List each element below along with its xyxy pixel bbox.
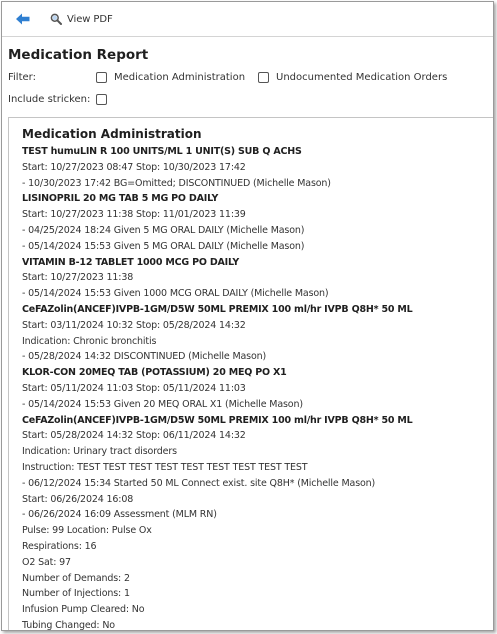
medication-order-heading: VITAMIN B-12 TABLET 1000 MCG PO DAILY bbox=[22, 256, 240, 268]
back-button[interactable] bbox=[16, 11, 34, 27]
medication-detail-line: - 10/30/2023 17:42 BG=Omitted; DISCONTINUED (Michelle Mason) bbox=[22, 177, 331, 189]
medication-detail-line: Start: 10/27/2023 11:38 Stop: 11/01/2023 11:39 bbox=[22, 209, 246, 221]
medication-lines bbox=[22, 144, 494, 631]
page-title: Medication Report bbox=[8, 47, 149, 63]
undocumented-orders-label: Undocumented Medication Orders bbox=[276, 71, 448, 83]
medication-order-heading: KLOR-CON 20MEQ TAB (POTASSIUM) 20 MEQ PO X1 bbox=[22, 367, 287, 379]
medication-detail-line: O2 Sat: 97 bbox=[22, 556, 71, 568]
medication-detail-line: Start: 03/11/2024 10:32 Stop: 05/28/2024 14:32 bbox=[22, 319, 246, 331]
medication-order-heading: CeFAZolin(ANCEF)IVPB-1GM/D5W 50ML PREMIX 100 ml/hr IVPB Q8H* 50 ML bbox=[22, 303, 413, 315]
include-stricken-label: Include stricken: bbox=[8, 93, 91, 105]
medication-detail-line: Respirations: 16 bbox=[22, 540, 97, 552]
medication-detail-line: Indication: Chronic bronchitis bbox=[22, 335, 157, 347]
medication-detail-line: Start: 10/27/2023 08:47 Stop: 10/30/2023 17:42 bbox=[22, 161, 246, 173]
medication-detail-line: Pulse: 99 Location: Pulse Ox bbox=[22, 525, 152, 537]
include-stricken-checkbox[interactable] bbox=[96, 94, 107, 105]
medication-detail-line: Number of Injections: 1 bbox=[22, 588, 130, 600]
medication-order-heading: CeFAZolin(ANCEF)IVPB-1GM/D5W 50ML PREMIX 100 ml/hr IVPB Q8H* 50 ML bbox=[22, 414, 413, 426]
medication-administration-checkbox[interactable] bbox=[96, 72, 107, 83]
medication-detail-line: Start: 06/26/2024 16:08 bbox=[22, 493, 134, 505]
magnifier-icon bbox=[50, 13, 62, 25]
medication-detail-line: - 05/14/2024 15:53 Given 5 MG ORAL DAILY (Michelle Mason) bbox=[22, 240, 305, 252]
medication-detail-line: - 05/14/2024 15:53 Given 1000 MCG ORAL DAILY (Michelle Mason) bbox=[22, 288, 329, 300]
medication-detail-line: Start: 10/27/2023 11:38 bbox=[22, 272, 134, 284]
medication-order-heading: TEST humuLIN R 100 UNITS/ML 1 UNIT(S) SUB Q ACHS bbox=[22, 146, 302, 157]
section-title: Medication Administration bbox=[22, 127, 202, 141]
medication-administration-label: Medication Administration bbox=[114, 71, 246, 83]
medication-detail-line: Indication: Urinary tract disorders bbox=[22, 446, 177, 458]
medication-administration-panel bbox=[8, 117, 494, 631]
medication-detail-line: - 05/14/2024 15:53 Given 20 MEQ ORAL X1 (Michelle Mason) bbox=[22, 398, 303, 410]
filter-label: Filter: bbox=[8, 71, 36, 83]
medication-detail-line: Tubing Changed: No bbox=[22, 619, 115, 631]
medication-detail-line: Number of Demands: 2 bbox=[22, 572, 130, 584]
medication-detail-line: Infusion Pump Cleared: No bbox=[22, 604, 145, 616]
filter-option-medication-administration[interactable] bbox=[96, 72, 258, 83]
medication-detail-line: - 05/28/2024 14:32 DISCONTINUED (Michelle Mason) bbox=[22, 351, 267, 363]
view-pdf-button[interactable] bbox=[50, 13, 113, 25]
back-arrow-icon bbox=[16, 13, 30, 25]
medication-detail-line: - 06/26/2024 16:09 Assessment (MLM RN) bbox=[22, 509, 217, 521]
medication-detail-line: Start: 05/28/2024 14:32 Stop: 06/11/2024 14:32 bbox=[22, 430, 246, 442]
toolbar bbox=[2, 2, 493, 37]
view-pdf-label: View PDF bbox=[67, 13, 113, 25]
filter-option-undocumented-orders[interactable] bbox=[258, 72, 447, 83]
include-stricken-row bbox=[2, 89, 493, 109]
medication-detail-line: - 04/25/2024 18:24 Given 5 MG ORAL DAILY (Michelle Mason) bbox=[22, 224, 305, 236]
report-window bbox=[1, 1, 494, 631]
undocumented-orders-checkbox[interactable] bbox=[258, 72, 269, 83]
medication-detail-line: Instruction: TEST TEST TEST TEST TEST TEST TEST TEST TEST bbox=[22, 461, 308, 473]
medication-detail-line: - 06/12/2024 15:34 Started 50 ML Connect exist. site Q8H* (Michelle Mason) bbox=[22, 477, 376, 489]
filter-row bbox=[2, 67, 493, 87]
medication-order-heading: LISINOPRIL 20 MG TAB 5 MG PO DAILY bbox=[22, 193, 219, 205]
medication-detail-line: Start: 05/11/2024 11:03 Stop: 05/11/2024 11:03 bbox=[22, 382, 246, 394]
